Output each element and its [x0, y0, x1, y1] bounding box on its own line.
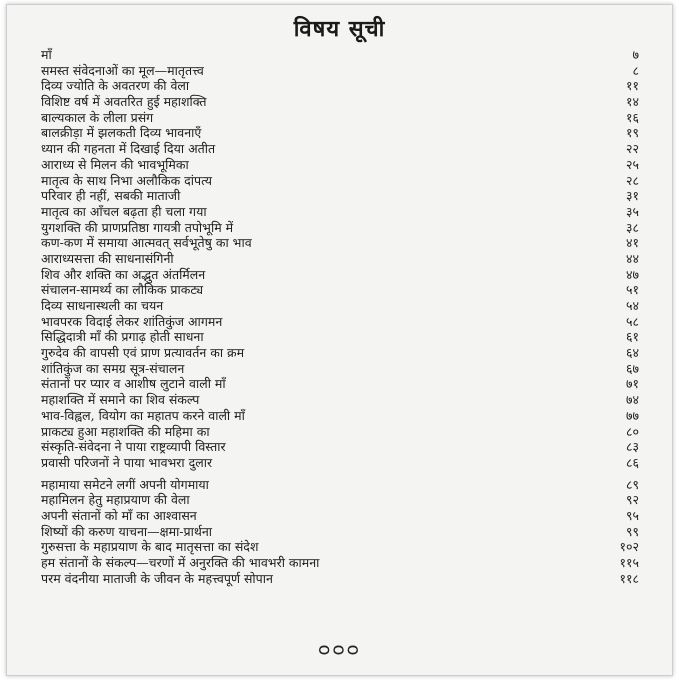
toc-entry	[41, 424, 641, 440]
toc-entry-page-number: ३५	[625, 203, 639, 219]
toc-entry-page-number: ८९	[625, 476, 639, 492]
toc-entry-title: भावपरक विदाई लेकर शांतिकुंज आगमन	[41, 313, 223, 329]
toc-entry	[41, 298, 641, 314]
toc-entry-title: गुरुसत्ता के महाप्रयाण के बाद मातृसत्ता का संदेश	[41, 539, 259, 555]
toc-entry-page-number: ४१	[625, 235, 639, 251]
toc-entry	[41, 439, 641, 455]
toc-entry-title: समस्त संवेदनाओं का मूल—मातृतत्त्व	[41, 62, 204, 78]
toc-entry-title: भाव-विह्वल, वियोग का महातप करने वाली माँ	[41, 407, 245, 423]
toc-entry	[41, 251, 641, 267]
toc-entry	[41, 94, 641, 110]
toc-entry-title: शिष्यों की करुण याचना—क्षमा-प्रार्थना	[41, 523, 213, 539]
toc-entry-title: प्राकट्य हुआ महाशक्ति की महिमा का	[41, 423, 210, 439]
toc-entry	[41, 571, 641, 587]
toc-entry-page-number: ४४	[625, 250, 639, 266]
toc-entry	[41, 141, 641, 157]
toc-entry-title: आराध्य से मिलन की भावभूमिका	[41, 156, 189, 172]
toc-entry-page-number: ७१	[625, 376, 639, 392]
toc-entry-page-number: ३१	[625, 188, 639, 204]
toc-entry-title: प्रवासी परिजनों ने पाया भावभरा दुलार	[41, 454, 213, 470]
toc-entry-title: महाशक्ति में समाने का शिव संकल्प	[41, 392, 200, 408]
toc-entry	[41, 477, 641, 493]
toc-entry-title: मातृत्व का आँचल बढ़ता ही चला गया	[41, 203, 207, 219]
toc-entry	[41, 329, 641, 345]
toc-entry	[41, 455, 641, 471]
toc-entry-page-number: ६७	[625, 360, 639, 376]
toc-entry-title: दिव्य साधनास्थली का चयन	[41, 298, 164, 313]
toc-entry-page-number: ८	[632, 62, 639, 78]
toc-entry-page-number: ७	[632, 47, 639, 62]
toc-entry-page-number: ५४	[625, 298, 639, 313]
toc-entry-page-number: ५८	[625, 313, 639, 329]
toc-entry	[41, 235, 641, 251]
toc-entry-title: कण-कण में समाया आत्मवत् सर्वभूतेषु का भाव	[41, 235, 252, 251]
toc-entry-title: संचालन-सामर्थ्य का लौकिक प्राकट्य	[41, 282, 204, 298]
toc-entry-title: सिद्धिदात्री माँ की प्रगाढ़ होती साधना	[41, 329, 204, 345]
toc-entry-title: युगशक्ति की प्राणप्रतिष्ठा गायत्री तपोभूमि में	[41, 219, 234, 235]
toc-entry-title: गुरुदेव की वापसी एवं प्राण प्रत्यावर्तन का क्रम	[41, 345, 245, 361]
toc-entry	[41, 157, 641, 173]
toc-entry-page-number: १९	[625, 125, 639, 141]
toc-entry	[41, 376, 641, 392]
page-title: विषय सूची	[293, 16, 386, 42]
toc-entry-page-number: २५	[625, 156, 639, 172]
toc-entry	[41, 125, 641, 141]
toc-entry	[41, 47, 641, 63]
toc-entry	[41, 282, 641, 298]
toc-entry-page-number: ६४	[625, 345, 639, 361]
toc-entry-page-number: २२	[625, 141, 639, 157]
toc-entry	[41, 508, 641, 524]
toc-entry	[41, 204, 641, 220]
toc-entry-page-number: १६	[625, 109, 639, 125]
toc-entry-page-number: ९२	[625, 492, 639, 508]
toc-entry	[41, 361, 641, 377]
toc-entry	[41, 188, 641, 204]
toc-entry-title: बाल्यकाल के लीला प्रसंग	[41, 109, 154, 125]
toc-entry-page-number: ११	[625, 78, 639, 94]
toc-entry-page-number: १४	[625, 94, 639, 110]
toc-entry-title: अपनी संतानों को माँ का आश्वासन	[41, 507, 197, 523]
toc-entry-page-number: ३८	[625, 219, 639, 235]
end-ornament: ᴑᴑᴑ	[318, 639, 361, 660]
toc-entry-title: मातृत्व के साथ निभा अलौकिक दांपत्य	[41, 172, 212, 188]
toc-entry-title: संतानों पर प्यार व आशीष लुटाने वाली माँ	[41, 376, 226, 392]
toc-entry-page-number: ७४	[625, 392, 639, 408]
toc-entry	[41, 555, 641, 571]
table-of-contents	[41, 47, 641, 586]
toc-entry	[41, 314, 641, 330]
toc-entry	[41, 345, 641, 361]
toc-entry	[41, 392, 641, 408]
toc-entry-title: विशिष्ट वर्ष में अवतरित हुई महाशक्ति	[41, 94, 207, 110]
toc-entry-title: परिवार ही नहीं, सबकी माताजी	[41, 188, 181, 204]
toc-entry-page-number: ९५	[625, 507, 639, 523]
toc-entry-title: शांतिकुंज का समग्र सूत्र-संचालन	[41, 360, 185, 376]
document-page	[6, 4, 673, 676]
toc-entry	[41, 539, 641, 555]
toc-entry	[41, 492, 641, 508]
toc-entry-page-number: ९९	[625, 523, 639, 539]
toc-entry	[41, 220, 641, 236]
toc-entry-page-number: ६१	[625, 329, 639, 345]
toc-entry	[41, 78, 641, 94]
toc-entry-page-number: ११५	[619, 555, 639, 570]
toc-entry-title: महामाया समेटने लगीं अपनी योगमाया	[41, 476, 209, 492]
toc-entry-page-number: ७७	[625, 407, 639, 423]
toc-entry-title: हम संतानों के संकल्प—चरणों में अनुरक्ति की भावभरी कामना	[41, 555, 320, 570]
toc-entry-page-number: ४७	[625, 266, 639, 282]
toc-entry-title: शिव और शक्ति का अद्भुत अंतर्मिलन	[41, 266, 206, 282]
toc-entry-page-number: १०२	[619, 539, 639, 555]
toc-entry	[41, 524, 641, 540]
toc-entry-title: संस्कृति-संवेदना ने पाया राष्ट्रव्यापी विस्तार	[41, 439, 226, 455]
toc-entry-title: ध्यान की गहनता में दिखाई दिया अतीत	[41, 141, 216, 157]
toc-entry-title: परम वंदनीया माताजी के जीवन के महत्त्वपूर्ण सोपान	[41, 570, 273, 586]
toc-entry-page-number: ८६	[625, 454, 639, 470]
toc-entry-title: बालक्रीड़ा में झलकती दिव्य भावनाएँ	[41, 125, 202, 141]
toc-entry	[41, 173, 641, 189]
toc-entry-page-number: ५१	[625, 282, 639, 298]
toc-entry	[41, 408, 641, 424]
toc-entry	[41, 267, 641, 283]
toc-entry-title: महामिलन हेतु महाप्रयाण की वेला	[41, 492, 190, 508]
toc-entry-page-number: ८०	[625, 423, 639, 439]
toc-entry-page-number: २८	[625, 172, 639, 188]
toc-entry	[41, 63, 641, 79]
toc-entry-title: माँ	[41, 47, 52, 62]
toc-entry-title: आराध्यसत्ता की साधनासंगिनी	[41, 250, 174, 266]
toc-entry-title: दिव्य ज्योति के अवतरण की वेला	[41, 78, 190, 94]
toc-entry	[41, 110, 641, 126]
toc-entry-page-number: ८३	[625, 439, 639, 455]
toc-entry-page-number: ११८	[619, 570, 639, 586]
